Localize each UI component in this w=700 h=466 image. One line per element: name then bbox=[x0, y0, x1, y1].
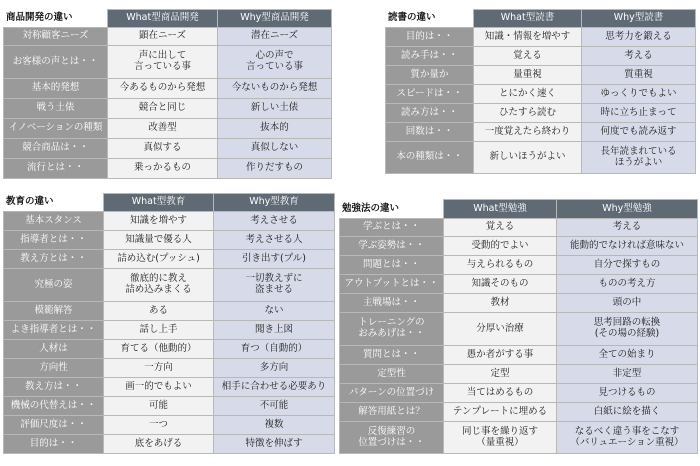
table-row bbox=[386, 85, 696, 104]
why-cell: 何度でも読み返す bbox=[582, 123, 696, 142]
table-title: 勉強法の違い bbox=[340, 200, 444, 219]
row-label: 目的は・・ bbox=[4, 435, 104, 454]
table-row bbox=[340, 422, 698, 454]
what-cell: 当てはめるもの bbox=[444, 384, 557, 403]
what-cell: ひたすら読む bbox=[474, 104, 582, 123]
row-label: 質か量か bbox=[386, 66, 474, 85]
row-label: 基本的発想 bbox=[4, 79, 108, 99]
table-row bbox=[340, 237, 698, 256]
what-cell: 改善型 bbox=[108, 119, 218, 139]
column-header-why: Why型読書 bbox=[582, 10, 696, 28]
row-label: 学ぶ姿勢は・・ bbox=[340, 237, 444, 256]
column-header-what: What型商品開発 bbox=[108, 10, 218, 28]
row-label: 指導者とは・・ bbox=[4, 231, 104, 250]
why-cell: 考えさせる bbox=[214, 212, 335, 231]
why-cell: 全ての始まり bbox=[557, 346, 698, 365]
table-row bbox=[4, 119, 332, 139]
what-cell: 知識・情報を増やす bbox=[474, 28, 582, 47]
why-cell: 心の声で 言っている事 bbox=[218, 46, 332, 79]
column-header-why: Why型教育 bbox=[214, 194, 335, 212]
column-header-why: Why型商品開発 bbox=[218, 10, 332, 28]
why-cell: 考えさせる人 bbox=[214, 231, 335, 250]
what-cell: 底をあげる bbox=[104, 435, 214, 454]
table-row bbox=[386, 47, 696, 66]
what-cell: 育てる（他動的） bbox=[104, 340, 214, 359]
row-label: 方向性 bbox=[4, 359, 104, 378]
table-row bbox=[4, 99, 332, 119]
what-cell: とにかく速く bbox=[474, 85, 582, 104]
row-label: 競合商品は・・ bbox=[4, 139, 108, 159]
table-row bbox=[386, 142, 696, 174]
table-row bbox=[340, 384, 698, 403]
why-cell: 育つ（自動的） bbox=[214, 340, 335, 359]
column-header-what: What型読書 bbox=[474, 10, 582, 28]
row-label: スピードは・・ bbox=[386, 85, 474, 104]
row-label: 読み手は・・ bbox=[386, 47, 474, 66]
what-cell: 顕在ニーズ bbox=[108, 28, 218, 46]
table-row bbox=[4, 212, 335, 231]
table-row bbox=[340, 365, 698, 384]
row-label: 究極の姿 bbox=[4, 269, 104, 302]
row-label: よき指導者とは・・ bbox=[4, 321, 104, 340]
why-cell: ない bbox=[214, 302, 335, 321]
row-label: 機械の代替えは・・ bbox=[4, 397, 104, 416]
what-cell: 画一的でもよい bbox=[104, 378, 214, 397]
table-row bbox=[340, 313, 698, 346]
table-row bbox=[340, 346, 698, 365]
why-cell: ものの考え方 bbox=[557, 275, 698, 294]
what-cell: 一方向 bbox=[104, 359, 214, 378]
table-row bbox=[4, 46, 332, 79]
column-header-why: Why型勉強 bbox=[557, 200, 698, 219]
what-cell: 可能 bbox=[104, 397, 214, 416]
why-cell: 特徴を伸ばす bbox=[214, 435, 335, 454]
what-cell: 覚える bbox=[474, 47, 582, 66]
why-cell: 抜本的 bbox=[218, 119, 332, 139]
row-label: イノベーションの種類 bbox=[4, 119, 108, 139]
table-row bbox=[340, 256, 698, 275]
why-cell: 質重視 bbox=[582, 66, 696, 85]
table-row bbox=[340, 294, 698, 313]
why-cell: 白紙に絵を描く bbox=[557, 403, 698, 422]
table-row bbox=[4, 340, 335, 359]
table-row bbox=[4, 269, 335, 302]
what-cell: テンプレートに埋める bbox=[444, 403, 557, 422]
table-row bbox=[4, 139, 332, 159]
why-cell: 今ないものから発想 bbox=[218, 79, 332, 99]
what-cell: 与えられるもの bbox=[444, 256, 557, 275]
table-row bbox=[386, 104, 696, 123]
what-cell: 今あるものから発想 bbox=[108, 79, 218, 99]
what-cell: ある bbox=[104, 302, 214, 321]
why-cell: 思考力を鍛える bbox=[582, 28, 696, 47]
row-label: 目的は・・ bbox=[386, 28, 474, 47]
table-row bbox=[4, 231, 335, 250]
table-row bbox=[340, 275, 698, 294]
table-row bbox=[340, 403, 698, 422]
why-cell: 相手に合わせる必要あり bbox=[214, 378, 335, 397]
what-cell: 知識そのもの bbox=[444, 275, 557, 294]
why-cell: 真似しない bbox=[218, 139, 332, 159]
row-label: 読み方は・・ bbox=[386, 104, 474, 123]
table-row bbox=[386, 28, 696, 47]
table-row bbox=[4, 159, 332, 179]
what-cell: 一つ bbox=[104, 416, 214, 435]
row-label: 教え方は・・ bbox=[4, 378, 104, 397]
table-row bbox=[340, 219, 698, 237]
table-title: 商品開発の違い bbox=[4, 10, 108, 28]
row-label: 基本スタンス bbox=[4, 212, 104, 231]
why-cell: 引き出す(プル) bbox=[214, 250, 335, 269]
product-development-table bbox=[3, 9, 332, 179]
row-label: 評価尺度は・・ bbox=[4, 416, 104, 435]
what-cell: 徹底的に教え 詰め込みまくる bbox=[104, 269, 214, 302]
row-label: パターンの位置づけ bbox=[340, 384, 444, 403]
row-label: 定型性 bbox=[340, 365, 444, 384]
why-cell: なるべく違う事をこなす （バリュエーション重視） bbox=[557, 422, 698, 454]
what-cell: 競合と同じ bbox=[108, 99, 218, 119]
why-cell: 作りだすもの bbox=[218, 159, 332, 179]
what-cell: 乗っかるもの bbox=[108, 159, 218, 179]
what-cell: 話し上手 bbox=[104, 321, 214, 340]
table-row bbox=[4, 302, 335, 321]
table-row bbox=[4, 250, 335, 269]
table-row bbox=[4, 359, 335, 378]
why-cell: 見つけるもの bbox=[557, 384, 698, 403]
table-row bbox=[4, 435, 335, 454]
column-header-what: What型勉強 bbox=[444, 200, 557, 219]
what-cell: 覚える bbox=[444, 219, 557, 237]
why-cell: 聞き上図 bbox=[214, 321, 335, 340]
why-cell: 長年読まれている ほうがよい bbox=[582, 142, 696, 174]
why-cell: 新しい土俵 bbox=[218, 99, 332, 119]
table-title: 読書の違い bbox=[386, 10, 474, 28]
what-cell: 愚か者がする事 bbox=[444, 346, 557, 365]
what-cell: 詰め込む(プッシュ) bbox=[104, 250, 214, 269]
why-cell: 能動的でなければ意味ない bbox=[557, 237, 698, 256]
why-cell: 時に立ち止まって bbox=[582, 104, 696, 123]
table-row bbox=[4, 397, 335, 416]
row-label: 解答用紙とは？ bbox=[340, 403, 444, 422]
table-row bbox=[4, 416, 335, 435]
why-cell: 自分で探すもの bbox=[557, 256, 698, 275]
table-row bbox=[4, 28, 332, 46]
reading-table bbox=[385, 9, 696, 174]
why-cell: 思考回路の転換 (その場の経験) bbox=[557, 313, 698, 346]
row-label: 人材は bbox=[4, 340, 104, 359]
row-label: アウトプットとは・・ bbox=[340, 275, 444, 294]
why-cell: 潜在ニーズ bbox=[218, 28, 332, 46]
why-cell: ゆっくりでもよい bbox=[582, 85, 696, 104]
what-cell: 定型 bbox=[444, 365, 557, 384]
row-label: お客様の声とは・・ bbox=[4, 46, 108, 79]
why-cell: 多方向 bbox=[214, 359, 335, 378]
row-label: 模範解答 bbox=[4, 302, 104, 321]
what-cell: 量重視 bbox=[474, 66, 582, 85]
row-label: 質問とは・・ bbox=[340, 346, 444, 365]
row-label: 戦う土俵 bbox=[4, 99, 108, 119]
why-cell: 一切教えずに 盗ませる bbox=[214, 269, 335, 302]
what-cell: 一度覚えたら終わり bbox=[474, 123, 582, 142]
what-cell: 同じ事を繰り返す （量重視） bbox=[444, 422, 557, 454]
why-cell: 複数 bbox=[214, 416, 335, 435]
what-cell: 分厚い治療 bbox=[444, 313, 557, 346]
row-label: 流行とは・・ bbox=[4, 159, 108, 179]
row-label: 学ぶとは・・ bbox=[340, 219, 444, 237]
row-label: 反復練習の 位置づけは・・ bbox=[340, 422, 444, 454]
why-cell: 考える bbox=[582, 47, 696, 66]
row-label: 問題とは・・ bbox=[340, 256, 444, 275]
what-cell: 知識を増やす bbox=[104, 212, 214, 231]
why-cell: 非定型 bbox=[557, 365, 698, 384]
why-cell: 考える bbox=[557, 219, 698, 237]
why-cell: 不可能 bbox=[214, 397, 335, 416]
why-cell: 頭の中 bbox=[557, 294, 698, 313]
what-cell: 真似する bbox=[108, 139, 218, 159]
table-row bbox=[4, 378, 335, 397]
what-cell: 教材 bbox=[444, 294, 557, 313]
row-label: 対称顧客ニーズ bbox=[4, 28, 108, 46]
row-label: トレーニングの おみあげは・・ bbox=[340, 313, 444, 346]
row-label: 教え方とは・・ bbox=[4, 250, 104, 269]
row-label: 本の種類は・・ bbox=[386, 142, 474, 174]
row-label: 回数は・・ bbox=[386, 123, 474, 142]
column-header-what: What型教育 bbox=[104, 194, 214, 212]
what-cell: 知識量で優る人 bbox=[104, 231, 214, 250]
table-row bbox=[4, 321, 335, 340]
education-table bbox=[3, 193, 335, 454]
what-cell: 声に出して 言っている事 bbox=[108, 46, 218, 79]
table-row bbox=[4, 79, 332, 99]
what-cell: 受動的でよい bbox=[444, 237, 557, 256]
table-title: 教育の違い bbox=[4, 194, 104, 212]
study-method-table bbox=[339, 199, 698, 454]
row-label: 主戦場は・・ bbox=[340, 294, 444, 313]
what-cell: 新しいほうがよい bbox=[474, 142, 582, 174]
table-row bbox=[386, 66, 696, 85]
table-row bbox=[386, 123, 696, 142]
